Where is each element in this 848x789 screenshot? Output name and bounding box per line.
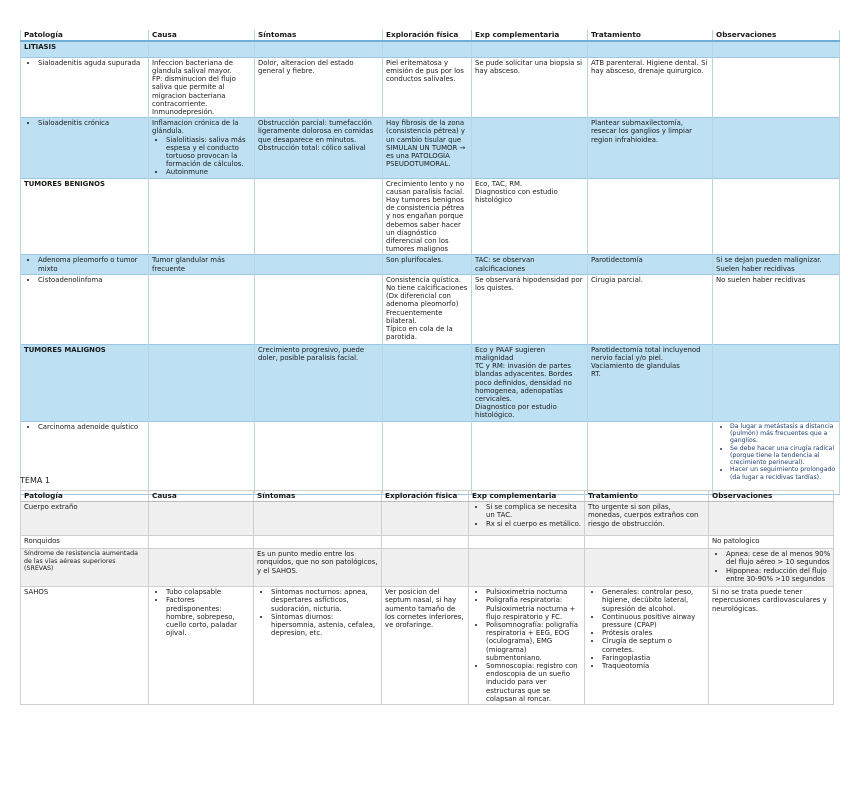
list-item: • Sialoadenitis crónica [38,119,146,127]
text-line: Inflamacion crónica de la glándula. [152,119,239,136]
cell-observaciones: No patologico [709,536,834,549]
cell-sintomas [254,587,382,705]
list-item: • Carcinoma adenoide quístico [38,423,146,431]
table-row-sialoadenitis-aguda [21,57,840,117]
cell-exploracion: Ver posicion del septum nasal, si hay aumento tamaño de los cornetes inferiores, ve orofaringe. [382,587,469,705]
cell-patologia: SAHOS [21,587,149,705]
list-item: • Cirugía de septum o cornetes. [602,637,706,653]
cell-tratamiento: Tto urgente si son pilas, monedas, cuerpos extraños con riesgo de obstrucción. [585,502,709,536]
text-line: Típico en cola de la parotida. [386,325,453,342]
cell-sintomas [255,118,383,178]
cell-exploracion [383,274,472,344]
cell-observaciones [713,421,840,494]
section-heading-tema: TEMA 1 [20,476,50,485]
table-header-row [21,30,840,41]
cell-tratamiento [588,344,713,421]
cell-exploracion: Piel eritematosa y emisión de pus por los conductos salivales. [383,57,472,117]
cell-sintomas: Es un punto medio entre los ronquidos, que no son patológicos, y el SAHOS. [254,549,382,587]
list-item: • Tubo colapsable [166,588,251,596]
table-row-tumores-benignos [21,178,840,255]
text-line: TC y RM: invasión de partes blandas adyacentes. Bordes poco definidos, densidad no homogenea, adenopatías cervicales. [475,362,573,403]
cell-exp-complementaria [472,344,588,421]
section-title-tumores-benignos: TUMORES BENIGNOS [21,178,149,255]
list-item: • Traqueotomía [602,662,706,670]
table-row-tumores-malignos [21,344,840,421]
text-line: Suelen haber recidivas [716,264,795,273]
airway-pathology-table [20,490,834,705]
table-header-row [21,491,834,502]
cell-exploracion: Son plurifocales. [383,255,472,274]
cell-observaciones [713,57,840,117]
table-row-srevas [21,549,834,587]
cell-patologia [21,118,149,178]
text-line: FP: disminucion del flujo saliva que permite al migracion bacteriana contracorriente. [152,75,236,108]
cell-exploracion: Hay fibrosis de la zona (consistencia pétrea) y un cambio tisular que SIMULAN UN TUMOR → es una PATOLOGÍA PSEUDOTUMORAL. [383,118,472,178]
header-sintomas: Síntomas [255,30,383,41]
cell-exp-complementaria [469,502,585,536]
table-row-litiasis [21,41,840,57]
header-exp-complementaria: Exp complementaria [469,491,585,502]
header-observaciones: Observaciones [709,491,834,502]
cell-exp-complementaria [472,178,588,255]
list-item: • Sialolitiasis: saliva más espesa y el conducto tortuoso provocan la formación de cálculos. [166,136,252,169]
cell-tratamiento [585,587,709,705]
cell-tratamiento: Plantear submaxilectomía, resecar los ganglios y limpiar region infrahioidea. [588,118,713,178]
text-line: Frecuentemente bilateral. [386,308,443,325]
cell-sintomas: Crecimiento progresivo, puede doler, posible paralisis facial. [255,344,383,421]
list-item: • Generales: controlar peso, higiene, decúbito lateral, supresión de alcohol. [602,588,706,613]
cell-tratamiento: ATB parenteral. Higiene dental. Si hay absceso, drenaje quirurgico. [588,57,713,117]
list-item: • Hacer un seguimiento prolongado (da lugar a recidivas tardías). [730,466,837,481]
cell-causa [149,587,254,705]
cell-exp-complementaria: Se pude solicitar una biopsia si hay absceso. [472,57,588,117]
cell-exp-complementaria [472,118,588,178]
list-item: • Sialoadenitis aguda supurada [38,59,146,67]
list-item: • Faringoplastia [602,654,706,662]
header-patologia: Patología [21,491,149,502]
cell-patologia [21,57,149,117]
table-row-ronquidos [21,536,834,549]
table-row-sialoadenitis-cronica [21,118,840,178]
cell-observaciones: No suelen haber recidivas [713,274,840,344]
list-item: • Poligrafía respiratoria: Pulsioximetria nocturna + flujo respiratorio y FC. [486,596,582,621]
header-tratamiento: Tratamiento [585,491,709,502]
list-item: • Hipopnea: reducción del flujo entre 30-90% >10 segundos [726,567,831,583]
list-item: • Somnoscopia: registro con endoscopia de un sueño inducido para ver estructuras que se colapsan al roncar. [486,662,582,703]
list-item: • Autoinmune [166,168,252,176]
section-title-tumores-malignos: TUMORES MALIGNOS [21,344,149,421]
header-exp-complementaria: Exp complementaria [472,30,588,41]
cell-tratamiento: Parotidectomía [588,255,713,274]
cell-causa: Tumor glandular más frecuente [149,255,255,274]
cell-patologia [21,274,149,344]
cell-sintomas: Dolor, alteracion del estado general y fiebre. [255,57,383,117]
text-line: Vaciamiento de glandulas [591,362,680,371]
header-exploracion: Exploración física [382,491,469,502]
list-item: • Da lugar a metástasis a distancia (pulmón) más frecuentes que a ganglios. [730,423,837,445]
text-line: RT. [591,370,601,379]
cell-exploracion: Crecimiento lento y no causan paralisis facial. Hay tumores benignos de consistencia pétrea y nos engañan porque debemos saber hacer un diagnóstico diferencial con los tumores malignos [383,178,472,255]
list-item: • Adenoma pleomorfo o tumor mixto [38,256,146,272]
table-row-cuerpo-extrano [21,502,834,536]
table-row-adenoma-pleomorfo [21,255,840,274]
cell-observaciones [713,255,840,274]
cell-exp-complementaria [469,587,585,705]
list-item: • Apnea: cese de al menos 90% del flujo aéreo > 10 segundos [726,550,831,566]
text-line: Diagnostico con estudio histológico [475,187,558,204]
table-row-cistoadenolinfoma [21,274,840,344]
text-line: Inmunodepresión. [152,107,215,116]
table-row-carcinoma-adenoide [21,421,840,494]
table-row-sahos [21,587,834,705]
header-causa: Causa [149,491,254,502]
text-line: Eco, TAC, RM. [475,179,523,188]
text-line: Si se dejan pueden malignizar. [716,256,822,265]
cell-patologia: Ronquidos [21,536,149,549]
list-item: • Si se complica se necesita un TAC. [486,503,582,519]
cell-patologia [21,255,149,274]
text-line: Consistencia quística. [386,275,461,284]
list-item: • Factores predisponentes: hombre, sobrepeso, cuello corto, paladar ojival. [166,596,251,637]
cell-causa [149,118,255,178]
text-line: Obstrucción parcial: tumefacción ligeramente dolorosa en comidas que desaparece en minutos. [258,119,374,144]
list-item: • Síntomas diurnos: hipersomnia, astenia, cefalea, depresion, etc. [271,613,379,638]
cell-patologia: Cuerpo extraño [21,502,149,536]
cell-patologia: Síndrome de resistencia aumentada de las vías aéreas superiores (SREVAS) [21,549,149,587]
list-item: • Polisomnografía: poligrafía respiratoria + EEG, EOG (oculograma), EMG (miograma) submentoniano. [486,621,582,662]
list-item: • Continuous positive airway pressure (CPAP) [602,613,706,629]
list-item: • Cistoadenolinfoma [38,276,146,284]
header-sintomas: Síntomas [254,491,382,502]
cell-observaciones [713,118,840,178]
cell-causa [149,57,255,117]
cell-tratamiento: Cirugia parcial. [588,274,713,344]
salivary-pathology-table [20,30,840,495]
cell-observaciones: Si no se trata puede tener repercusiones cardiovasculares y neurológicas. [709,587,834,705]
text-line: Parotidectomía total incluyenod nervio facial y/o piel. [591,345,701,362]
text-line: Eco y PAAF sugieren malignidad [475,345,546,362]
list-item: • Prótesis orales [602,629,706,637]
header-observaciones: Observaciones [713,30,840,41]
header-patologia: Patología [21,30,149,41]
text-line: No tiene calcificaciones (Dx diferencial con adenoma pleomorfo) [386,283,468,309]
list-item: • Pulsioximetria nocturna [486,588,582,596]
text-line: Infeccion bacteriana de glandula salival mayor. [152,58,234,75]
text-line: Diagnostico por estudio histológico. [475,403,557,420]
header-causa: Causa [149,30,255,41]
text-line: Obstrucción total: cólico salival [258,143,366,152]
list-item: • Síntomas nocturnos: apnea, despertares asfícticos, sudoración, nicturia. [271,588,379,613]
cell-observaciones [709,549,834,587]
section-title-litiasis: LITIASIS [21,41,149,57]
cell-exp-complementaria: Se observará hipodensidad por los quistes. [472,274,588,344]
list-item: • Rx si el cuerpo es metálico. [486,520,582,528]
header-tratamiento: Tratamiento [588,30,713,41]
list-item: • Se debe hacer una cirugía radical (porque tiene la tendencia al crecimiento perineural). [730,445,837,467]
cell-exp-complementaria: TAC: se observan calcificaciones [472,255,588,274]
header-exploracion: Exploración física [383,30,472,41]
